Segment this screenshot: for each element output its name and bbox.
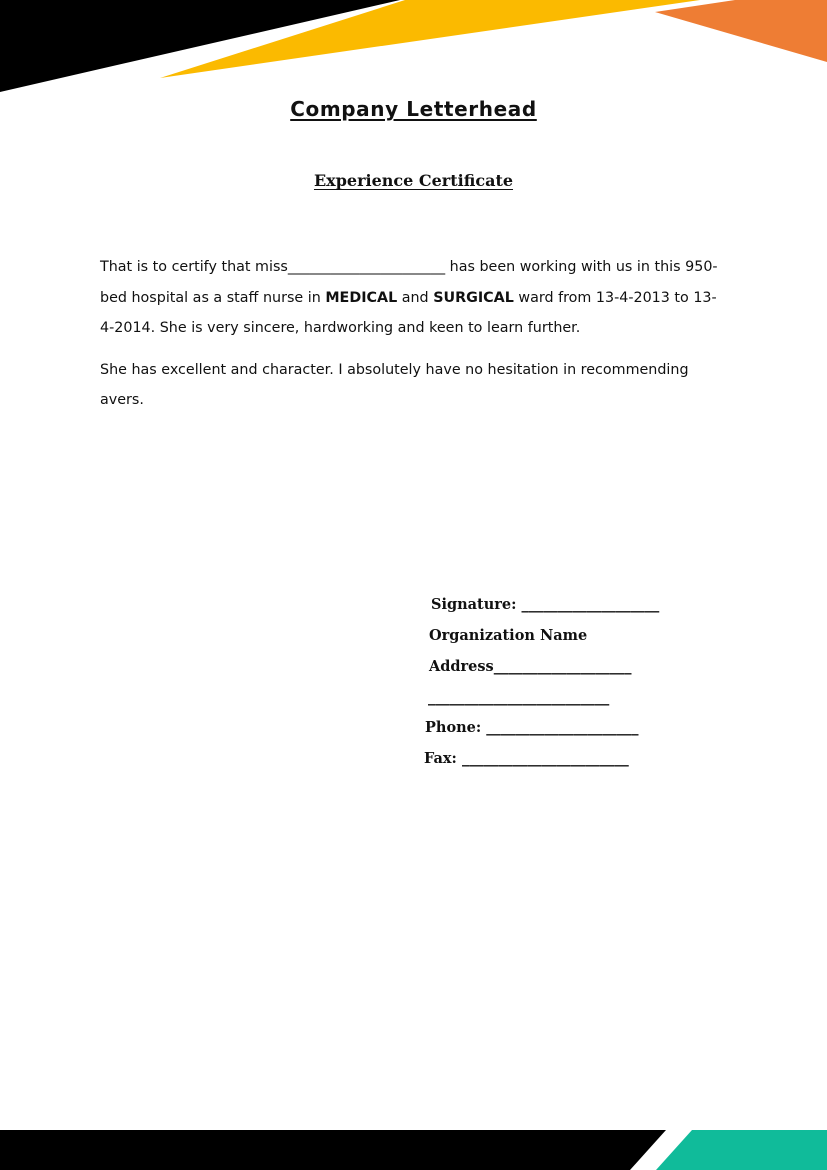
organization-name: Organization Name bbox=[429, 627, 588, 644]
phone-line: Phone: _____________________ bbox=[425, 719, 639, 736]
signature-line: Signature: ___________________ bbox=[431, 596, 660, 613]
certificate-body bbox=[100, 252, 722, 427]
top-black-wedge bbox=[0, 0, 400, 92]
ward-medical: MEDICAL bbox=[325, 289, 398, 306]
p1-text-start: That is to certify that miss______________________ has been working with us in this 950-bed hospital as a staff nurse in bbox=[100, 259, 718, 306]
top-orange-wedge bbox=[655, 0, 827, 62]
company-letterhead: Company Letterhead bbox=[290, 97, 537, 121]
p1-text-end: ward from 13-4-2013 to 13-4-2014. She is very sincere, hardworking and keen to learn further. bbox=[100, 289, 717, 336]
certificate-paragraph-1 bbox=[100, 252, 722, 344]
bottom-black-band bbox=[0, 1130, 666, 1170]
certificate-paragraph-2: She has excellent and character. I absolutely have no hesitation in recommending avers. bbox=[100, 361, 689, 408]
address-line-2: _________________________ bbox=[428, 689, 610, 706]
bottom-teal-wedge bbox=[656, 1130, 827, 1170]
top-yellow-wedge bbox=[160, 0, 700, 78]
fax-line: Fax: _______________________ bbox=[424, 750, 629, 767]
p1-text-and: and bbox=[397, 289, 434, 306]
address-line: Address___________________ bbox=[429, 658, 632, 675]
certificate-title: Experience Certificate bbox=[313, 171, 514, 190]
ward-surgical: SURGICAL bbox=[433, 289, 514, 306]
